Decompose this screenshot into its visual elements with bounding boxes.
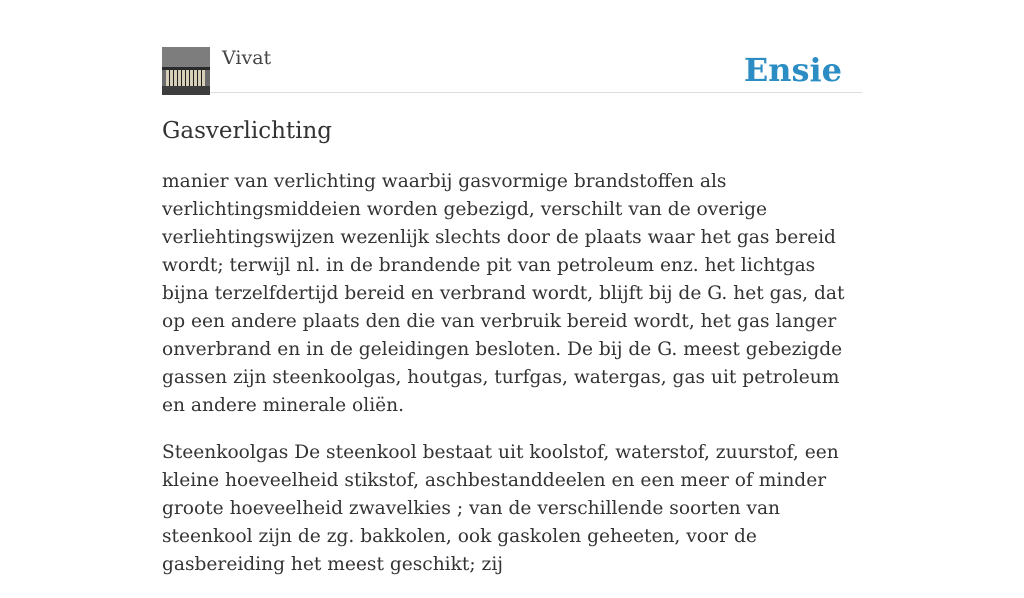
article-paragraph: manier van verlichting waarbij gasvormige brandstoffen als verlichtingsmiddeien worden gebezigd, verschilt van de overige verliehtingswijzen wezenlijk slechts door de plaats waar het gas bereid wordt; terwijl nl. in de brandende pit van petroleum enz. het lichtgas bijna terzelfdertijd bereid en verbrand wordt, blijft bij de G. het gas, dat op een andere plaats den die van verbruik bereid wordt, het gas langer onverbrand en in de geleidingen besloten. De bij de G. meest gebezigde gassen zijn steenkoolgas, houtgas, turfgas, watergas, gas uit petroleum en andere minerale oliën. [162,171,845,416]
books-avatar-icon[interactable] [162,47,210,95]
article-paragraph: Steenkoolgas De steenkool bestaat uit koolstof, waterstof, zuurstof, een kleine hoeveelheid stikstof, aschbestanddeelen en een meer of minder groote hoeveelheid zwavelkies ; van de verschillende soorten van steenkool zijn de zg. bakkolen, ook gaskolen geheeten, voor de gasbereiding het meest geschikt; zij [162,442,839,575]
author-name[interactable]: Vivat [222,47,272,69]
page-title: Gasverlichting [162,118,333,144]
site-header [162,0,862,93]
brand-logo[interactable]: Ensie [743,51,842,89]
page-container [162,0,862,575]
article-body [162,168,862,598]
